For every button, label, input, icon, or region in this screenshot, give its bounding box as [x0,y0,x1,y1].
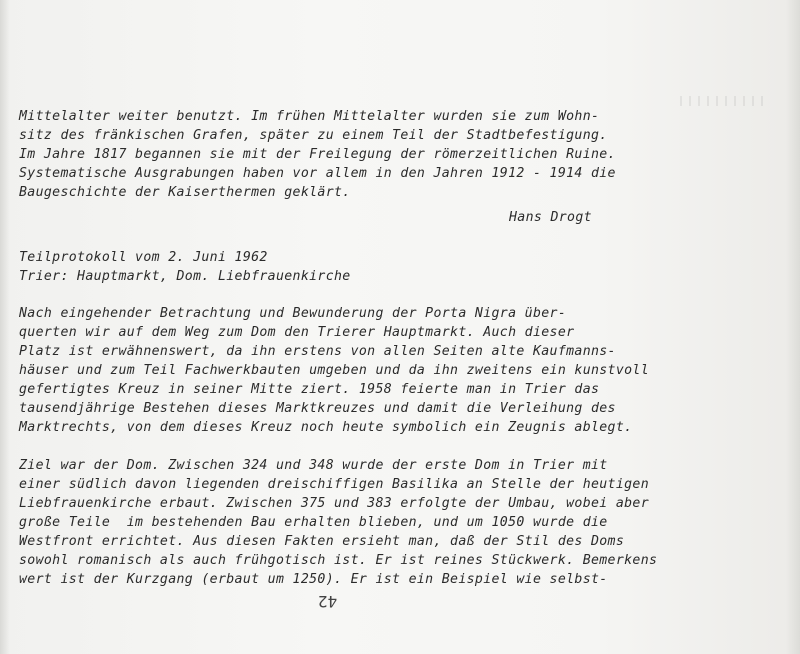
text-line: Westfront errichtet. Aus diesen Fakten ersieht man, daß der Stil des Doms [19,534,625,549]
page-number: 42 [318,592,338,611]
text-line: Marktrechts, von dem dieses Kreuz noch heute symbolich ein Zeugnis ablegt. [19,420,633,435]
text-line: Liebfrauenkirche erbaut. Zwischen 375 und 383 erfolgte der Umbau, wobei aber [19,496,650,511]
text-line: einer südlich davon liegenden dreischiffigen Basilika an Stelle der heutigen [19,477,650,492]
scan-specks [680,96,770,106]
page-edge-shadow-left [0,0,10,654]
text-line: Im Jahre 1817 begannen sie mit der Freilegung der römerzeitlichen Ruine. [19,147,616,162]
page-edge-shadow-right [786,0,800,654]
text-line: gefertigtes Kreuz in seiner Mitte ziert. 1958 feierte man in Trier das [19,382,600,397]
text-line: wert ist der Kurzgang (erbaut um 1250). Er ist ein Beispiel wie selbst- [19,572,608,587]
text-line: tausendjährige Bestehen dieses Marktkreuzes und damit die Verleihung des [19,401,616,416]
text-line: Nach eingehender Betrachtung und Bewunderung der Porta Nigra über- [19,306,567,321]
text-line: sowohl romanisch als auch frühgotisch ist. Er ist reines Stückwerk. Bemerkens [19,553,658,568]
text-line: Mittelalter weiter benutzt. Im frühen Mittelalter wurden sie zum Wohn- [19,109,600,124]
protocol-title: Teilprotokoll vom 2. Juni 1962 [19,250,268,265]
text-line: Baugeschichte der Kaiserthermen geklärt. [19,185,351,200]
text-line: querten wir auf dem Weg zum Dom den Trierer Hauptmarkt. Auch dieser [19,325,575,340]
text-line: Platz ist erwähnenswert, da ihn erstens von allen Seiten alte Kaufmanns- [19,344,616,359]
text-line: sitz des fränkischen Grafen, später zu einem Teil der Stadtbefestigung. [19,128,608,143]
protocol-location: Trier: Hauptmarkt, Dom. Liebfrauenkirche [19,269,351,284]
text-line: häuser und zum Teil Fachwerkbauten umgeben und da ihn zweitens ein kunstvoll [19,363,650,378]
author-signature: Hans Drogt [509,210,592,225]
text-line: große Teile im bestehenden Bau erhalten blieben, und um 1050 wurde die [19,515,608,530]
text-line: Ziel war der Dom. Zwischen 324 und 348 wurde der erste Dom in Trier mit [19,458,608,473]
text-line: Systematische Ausgrabungen haben vor allem in den Jahren 1912 - 1914 die [19,166,616,181]
